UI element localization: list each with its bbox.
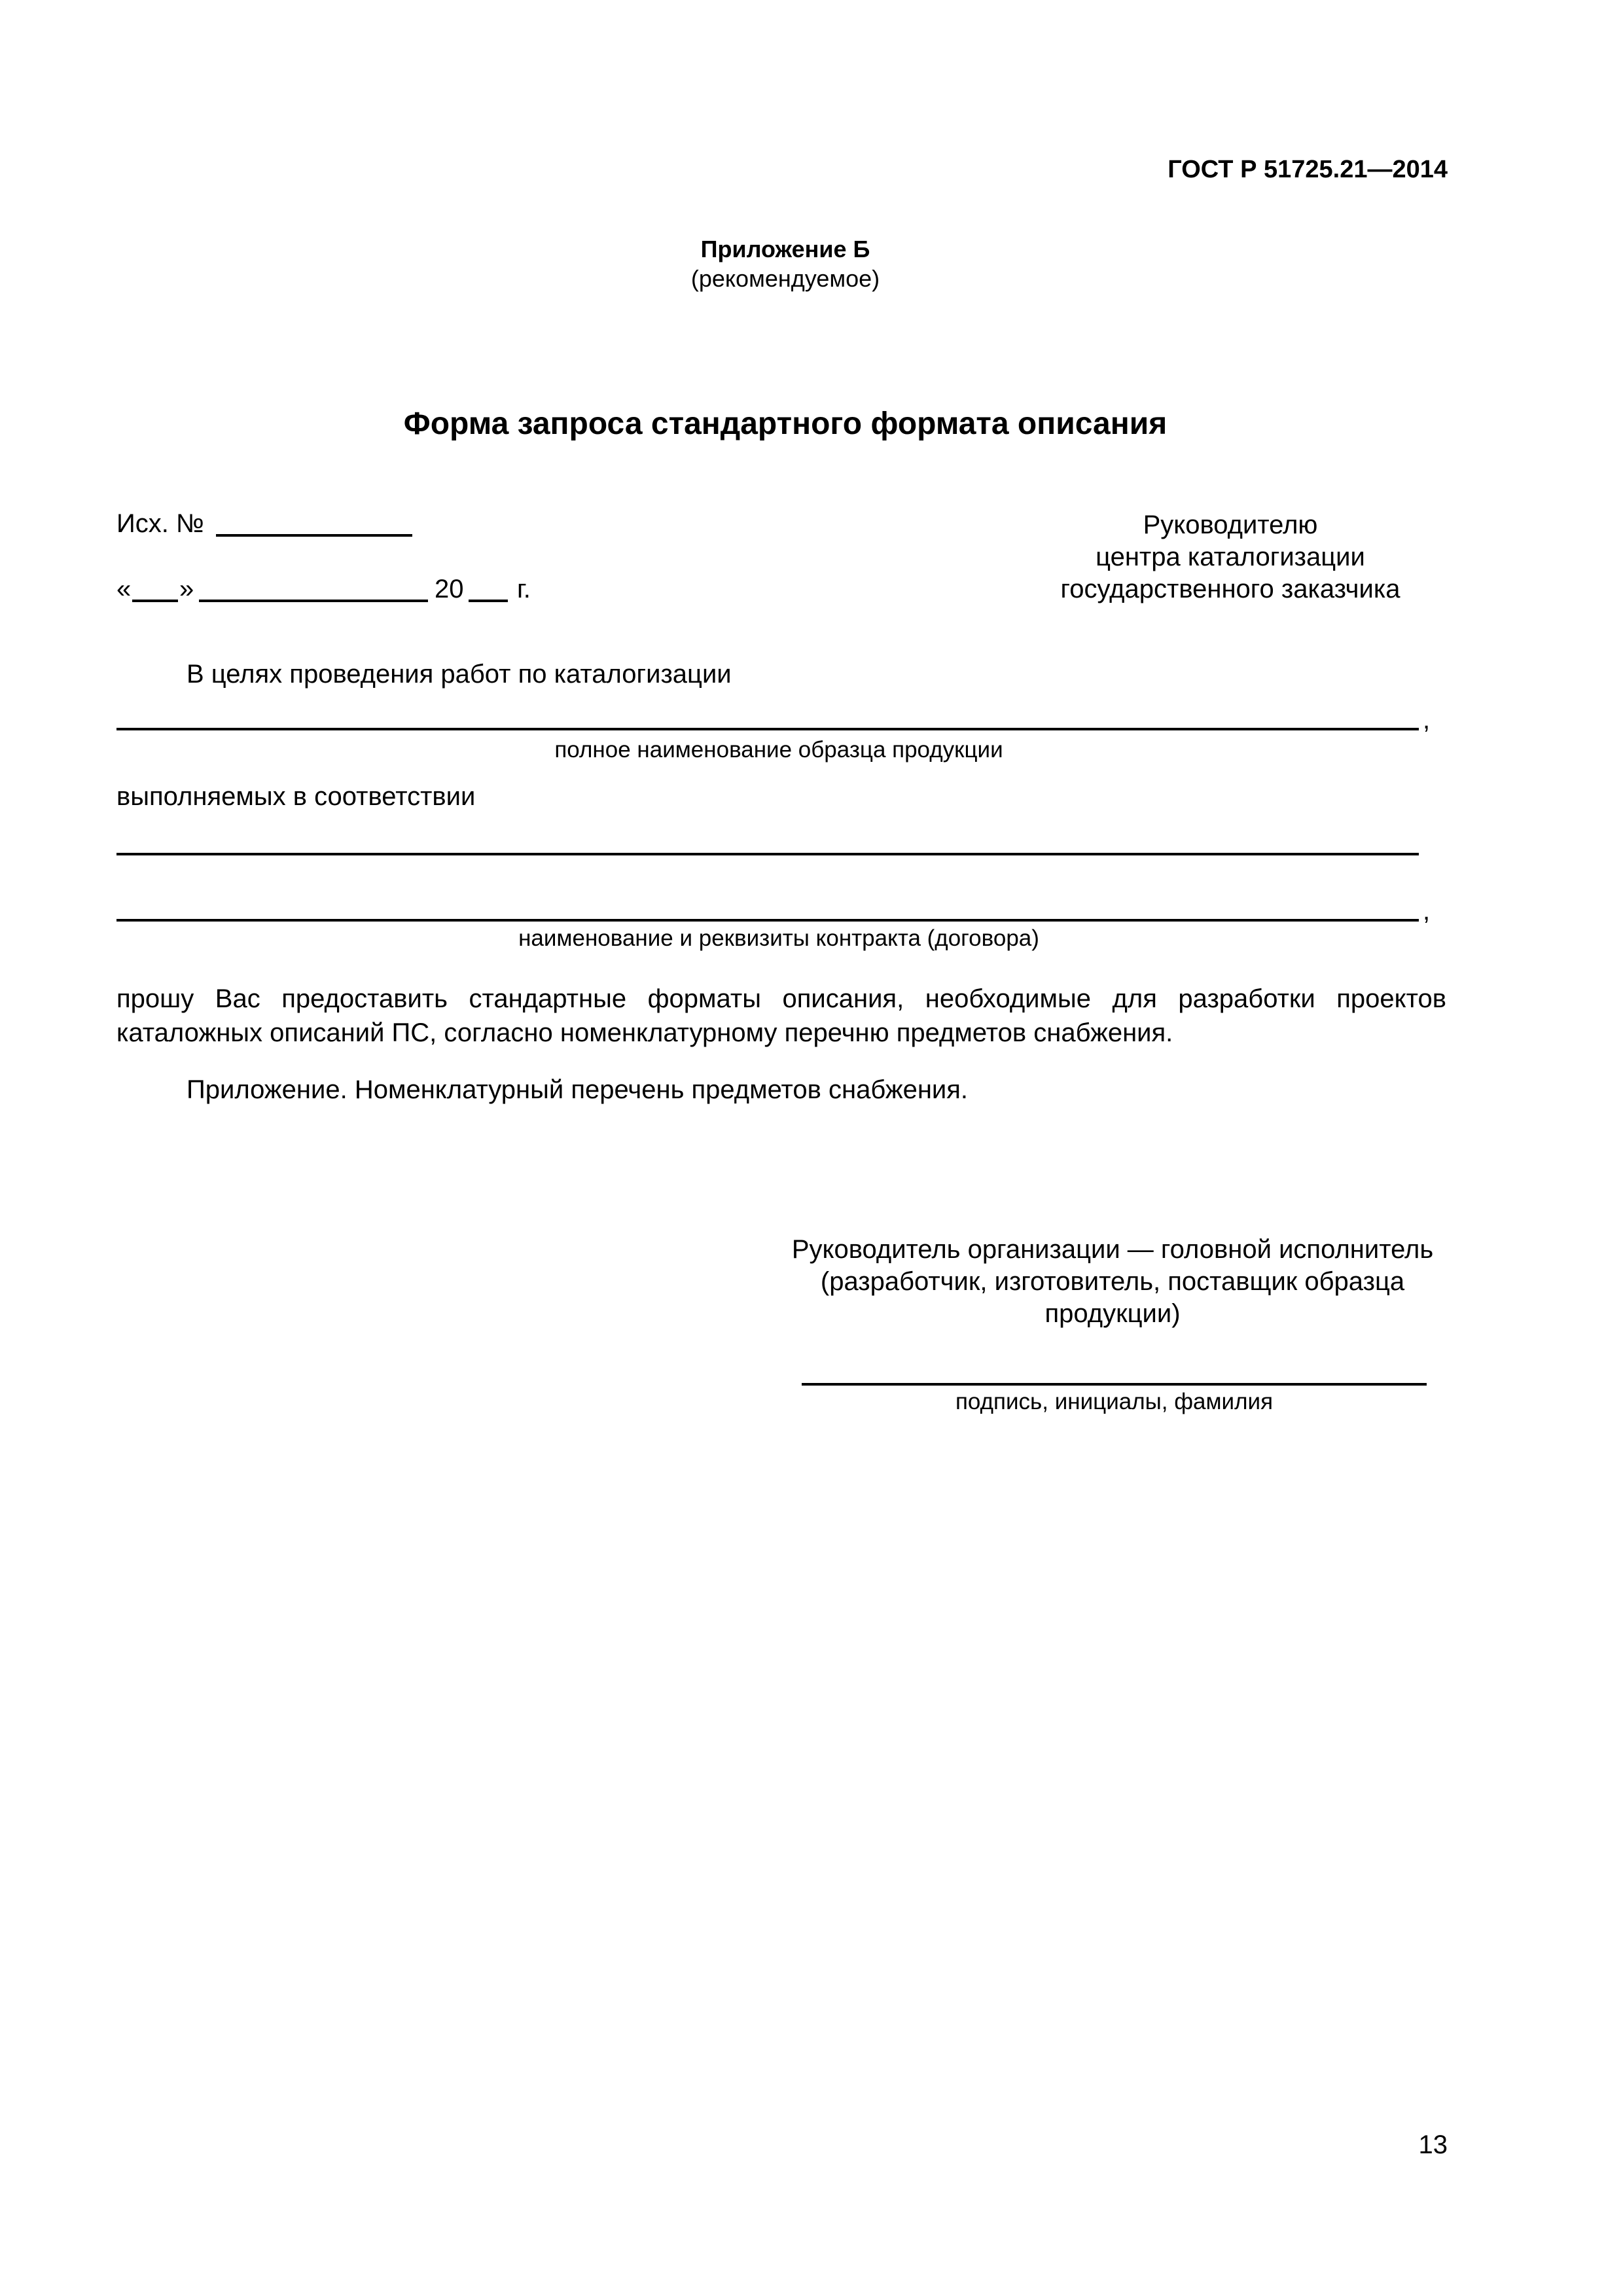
date-year-prefix: 20 (435, 575, 464, 603)
contract-caption: наименование и реквизиты контракта (договора) (518, 925, 1039, 951)
contract-field-line-2[interactable] (116, 919, 1419, 922)
date-day-field[interactable] (132, 600, 178, 602)
outgoing-number-field[interactable] (216, 534, 412, 537)
addressee-line-3: государственного заказчика (1060, 575, 1400, 603)
date-month-field[interactable] (199, 600, 428, 602)
addressee-line-2: центра каталогизации (1096, 543, 1365, 571)
signature-field[interactable] (802, 1383, 1427, 1386)
signer-line-2: (разработчик, изготовитель, поставщик образца (820, 1267, 1405, 1296)
outgoing-number-label: Исх. № (116, 509, 204, 538)
signer-block (746, 1234, 1479, 1330)
form-title: Форма запроса стандартного формата описания (403, 406, 1168, 441)
addressee-block (1021, 509, 1440, 605)
addressee-line-1: Руководителю (1143, 511, 1318, 539)
request-paragraph: прошу Вас предоставить стандартные форматы описания, необходимые для разработки проектов каталожных описаний ПС, согласно номенклатурному перечню предметов снабжения. (116, 984, 1446, 1047)
signer-line-1: Руководитель организации — головной исполнитель (791, 1235, 1434, 1264)
according-to-text: выполняемых в соответствии (116, 782, 476, 811)
product-comma: , (1423, 706, 1431, 734)
date-year-suffix: г. (517, 575, 531, 603)
standard-code: ГОСТ Р 51725.21—2014 (1168, 156, 1448, 183)
product-name-caption: полное наименование образца продукции (554, 737, 1003, 762)
product-name-field[interactable] (116, 728, 1419, 730)
contract-field-line-1[interactable] (116, 853, 1419, 855)
signature-caption: подпись, инициалы, фамилия (955, 1389, 1274, 1414)
signer-line-3: продукции) (1044, 1299, 1181, 1328)
appendix-status: (рекомендуемое) (690, 265, 880, 292)
appendix-title: Приложение Б (700, 236, 870, 262)
contract-comma: , (1423, 897, 1431, 925)
attachment-text: Приложение. Номенклатурный перечень предметов снабжения. (187, 1075, 969, 1104)
intro-text: В целях проведения работ по каталогизации (187, 660, 732, 689)
date-close-quote: » (179, 575, 194, 603)
date-year-field[interactable] (469, 600, 508, 602)
page-number: 13 (1418, 2130, 1448, 2159)
date-open-quote: « (116, 575, 132, 603)
